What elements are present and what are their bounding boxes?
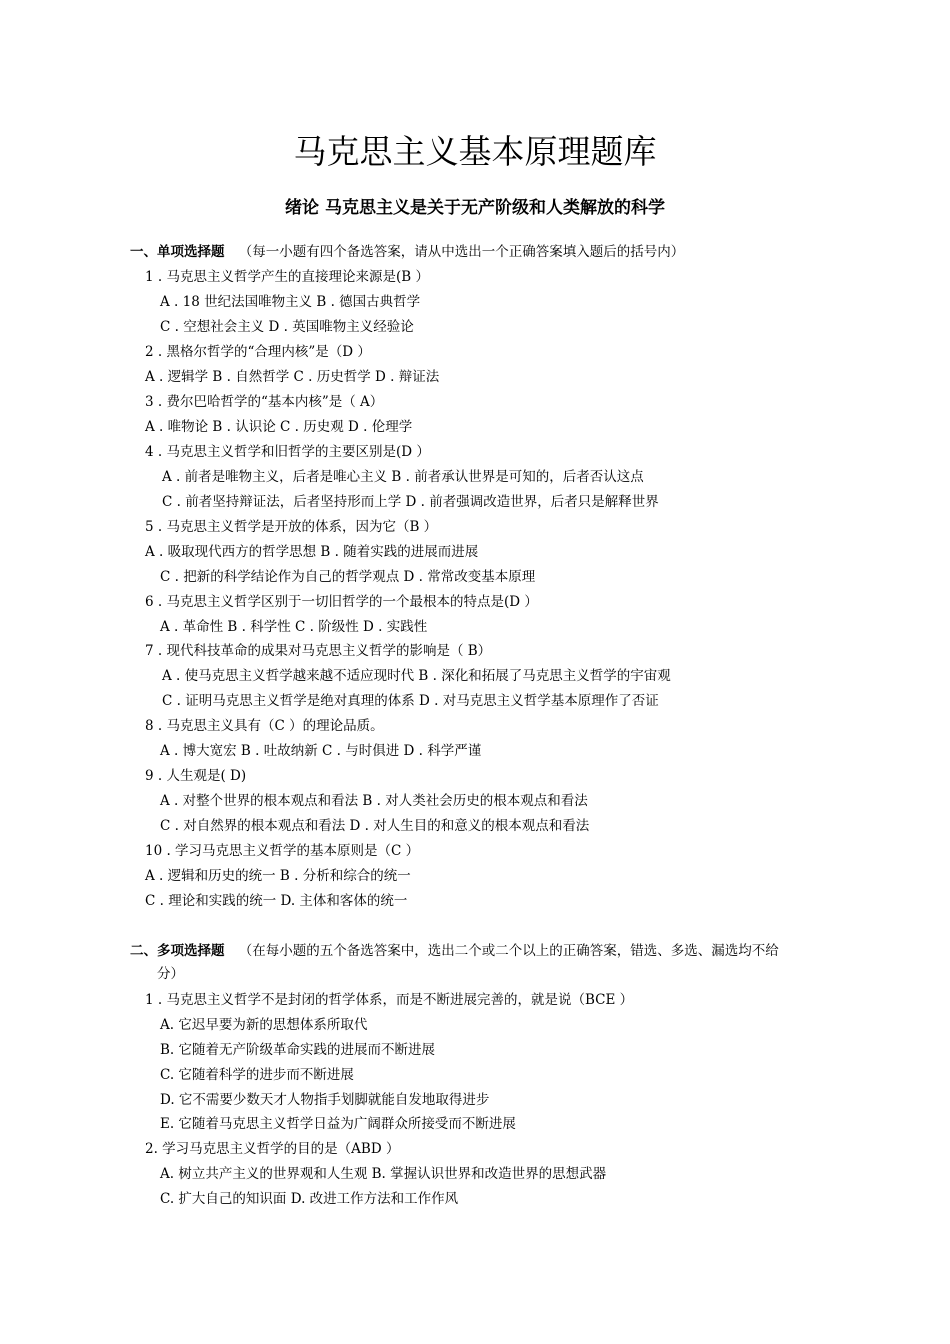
s1-line-q9-options-ab: A . 对整个世界的根本观点和看法 B . 对人类社会历史的根本观点和看法	[160, 793, 588, 809]
section2-note: （在每小题的五个备选答案中，选出二个或二个以上的正确答案，错选、多选、漏选均不给	[238, 943, 779, 959]
s2-line-q1-option-a: A. 它迟早要为新的思想体系所取代	[160, 1017, 368, 1033]
document-title: 马克思主义基本原理题库	[293, 132, 657, 171]
s1-line-q8: 8 . 马克思主义具有（C ）的理论品质。	[145, 718, 384, 734]
s1-line-q1-options-ab: A . 18 世纪法国唯物主义 B . 德国古典哲学	[160, 294, 421, 310]
s1-line-q4: 4 . 马克思主义哲学和旧哲学的主要区别是(D ）	[145, 444, 430, 460]
s1-line-q10: 10 . 学习马克思主义哲学的基本原则是（C ）	[145, 843, 420, 859]
s2-line-q2: 2. 学习马克思主义哲学的目的是（ABD ）	[145, 1141, 400, 1157]
section2-note-continued: 分）	[157, 966, 184, 982]
section1-heading: 一、单项选择题	[130, 244, 225, 260]
s1-line-q3: 3 . 费尔巴哈哲学的“基本内核”是（ A）	[145, 394, 384, 410]
s1-line-q4-options-ab: A . 前者是唯物主义，后者是唯心主义 B . 前者承认世界是可知的，后者否认这点	[162, 469, 644, 485]
s2-line-q1-option-c: C. 它随着科学的进步而不断进展	[160, 1067, 354, 1083]
chapter-subtitle: 绪论 马克思主义是关于无产阶级和人类解放的科学	[285, 198, 665, 218]
s1-line-q5-options-ab: A . 吸取现代西方的哲学思想 B . 随着实践的进展而进展	[145, 544, 479, 560]
s1-line-q4-options-cd: C . 前者坚持辩证法，后者坚持形而上学 D . 前者强调改造世界，后者只是解释世界	[162, 494, 659, 510]
s2-line-q1-option-e: E. 它随着马克思主义哲学日益为广阔群众所接受而不断进展	[160, 1116, 516, 1132]
s1-line-q1: 1 . 马克思主义哲学产生的直接理论来源是(B ）	[145, 269, 429, 285]
section2-heading: 二、多项选择题	[130, 943, 225, 959]
s1-line-q9-options-cd: C . 对自然界的根本观点和看法 D . 对人生目的和意义的根本观点和看法	[160, 818, 590, 834]
s1-line-q6: 6 . 马克思主义哲学区别于一切旧哲学的一个最根本的特点是(D ）	[145, 594, 538, 610]
s1-line-q3-options: A . 唯物论 B . 认识论 C . 历史观 D . 伦理学	[145, 419, 413, 435]
s1-line-q1-options-cd: C . 空想社会主义 D . 英国唯物主义经验论	[160, 319, 414, 335]
s1-line-q6-options: A . 革命性 B . 科学性 C . 阶级性 D . 实践性	[160, 619, 428, 635]
s1-line-q7: 7 . 现代科技革命的成果对马克思主义哲学的影响是（ B）	[145, 643, 492, 659]
s1-line-q2: 2 . 黑格尔哲学的“合理内核”是（D ）	[145, 344, 371, 360]
s1-line-q2-options: A . 逻辑学 B . 自然哲学 C . 历史哲学 D . 辩证法	[145, 369, 440, 385]
s2-line-q1-option-d: D. 它不需要少数天才人物指手划脚就能自发地取得进步	[160, 1092, 490, 1108]
s2-line-q2-options-cd: C. 扩大自己的知识面 D. 改进工作方法和工作作风	[160, 1191, 459, 1207]
s2-line-q1-option-b: B. 它随着无产阶级革命实践的进展而不断进展	[160, 1042, 436, 1058]
s1-line-q7-options-ab: A . 使马克思主义哲学越来越不适应现时代 B . 深化和拓展了马克思主义哲学的宇宙观	[162, 668, 671, 684]
section1-note: （每一小题有四个备选答案，请从中选出一个正确答案填入题后的括号内）	[238, 244, 685, 260]
s2-line-q1: 1 . 马克思主义哲学不是封闭的哲学体系，而是不断进展完善的，就是说（BCE ）	[145, 992, 634, 1008]
section1-header	[130, 242, 684, 262]
s1-line-q5-options-cd: C . 把新的科学结论作为自己的哲学观点 D . 常常改变基本原理	[160, 569, 536, 585]
s1-line-q10-options-ab: A . 逻辑和历史的统一 B . 分析和综合的统一	[145, 868, 411, 884]
s2-line-q2-options-ab: A. 树立共产主义的世界观和人生观 B. 掌握认识世界和改造世界的思想武器	[160, 1166, 607, 1182]
s1-line-q8-options: A . 博大宽宏 B . 吐故纳新 C . 与时俱进 D . 科学严谨	[160, 743, 482, 759]
s1-line-q5: 5 . 马克思主义哲学是开放的体系，因为它（B ）	[145, 519, 438, 535]
s1-line-q10-options-cd: C . 理论和实践的统一 D. 主体和客体的统一	[145, 893, 408, 909]
section2-header	[130, 941, 779, 961]
s1-line-q9: 9 . 人生观是( D)	[145, 768, 247, 784]
s1-line-q7-options-cd: C . 证明马克思主义哲学是绝对真理的体系 D . 对马克思主义哲学基本原理作了否证	[162, 693, 659, 709]
